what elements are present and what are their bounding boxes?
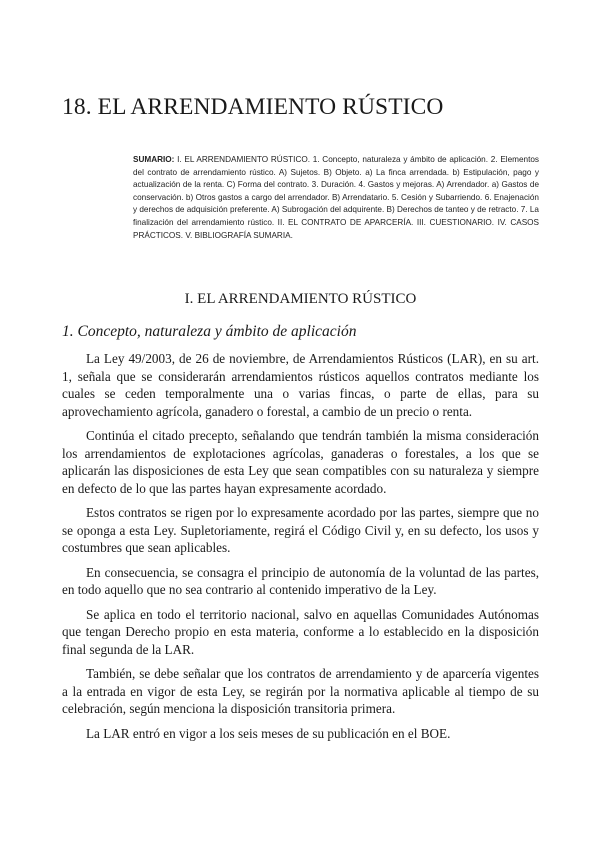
- paragraph: Continúa el citado precepto, señalando que tendrán también la misma consideración los arrendamientos de explotaciones agrícolas, ganaderas o forestales, a los que se aplicarán las disposiciones de esta Ley que sean compatibles con su naturaleza y siempre en defecto de lo que las partes hayan expresamente acordado.: [62, 428, 539, 496]
- summary-text: I. EL ARRENDAMIENTO RÚSTICO. 1. Concepto, naturaleza y ámbito de aplicación. 2. Elementos del contrato de arrendamiento rústico. A) Sujetos. B) Objeto. a) La finca arrendada. b) Estipulación, pago y actualización de la renta. C) Forma del contrato. 3. Duración. 4. Gastos y mejoras. A) Arrendador. a) Gastos de conservación. b) Otros gastos a cargo del arrendador. B) Arrendatario. 5. Cesión y Subarriendo. 6. Enajenación y derechos de adquisición preferente. A) Subrogación del adquirente. B) Derechos de tanteo y de retracto. 7. La finalización del arrendamiento rústico. II. EL CONTRATO DE APARCERÍA. III. CUESTIONARIO. IV. CASOS PRÁCTICOS. V. BIBLIOGRAFÍA SUMARIA.: [133, 155, 540, 240]
- summary-label: SUMARIO:: [133, 155, 175, 164]
- subsection-heading: 1. Concepto, naturaleza y ámbito de aplicación: [62, 323, 357, 340]
- body-text: [62, 350, 539, 749]
- section-heading: I. EL ARRENDAMIENTO RÚSTICO: [184, 291, 417, 307]
- paragraph: Estos contratos se rigen por lo expresamente acordado por las partes, siempre que no se oponga a esta Ley. Supletoriamente, regirá el Código Civil y, en su defecto, los usos y costumbres que sean aplicables.: [62, 505, 539, 555]
- paragraph: También, se debe señalar que los contratos de arrendamiento y de aparcería vigentes a la entrada en vigor de esta Ley, se regirán por la normativa aplicable al tiempo de su celebración, según menciona la disposición transitoria primera.: [62, 666, 539, 716]
- paragraph: La LAR entró en vigor a los seis meses de su publicación en el BOE.: [86, 725, 451, 741]
- paragraph: Se aplica en todo el territorio nacional, salvo en aquellas Comunidades Autónomas que tengan Derecho propio en esta materia, conforme a lo establecido en la disposición final segunda de la LAR.: [62, 606, 539, 657]
- summary-block: [133, 154, 539, 242]
- paragraph: La Ley 49/2003, de 26 de noviembre, de Arrendamientos Rústicos (LAR), en su art. 1, señala que se considerarán arrendamientos rústicos aquellos contratos mediante los cuales se ceden temporalmente una o varias fincas, o parte de ellas, para su aprovechamiento agrícola, ganadero o forestal, a cambio de un precio o renta.: [62, 351, 539, 419]
- chapter-title: 18. EL ARRENDAMIENTO RÚSTICO: [62, 94, 444, 120]
- paragraph: En consecuencia, se consagra el principio de autonomía de la voluntad de las partes, en todo aquello que no sea contrario al contenido imperativo de la Ley.: [62, 564, 539, 597]
